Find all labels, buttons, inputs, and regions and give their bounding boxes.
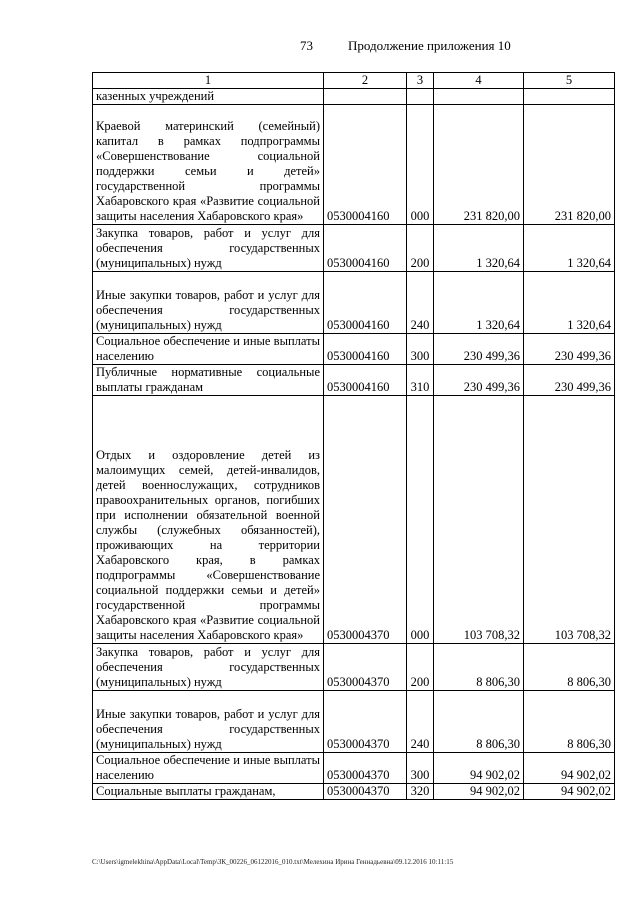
table-row (93, 105, 615, 225)
row-sum-cell: 1 320,64 (524, 225, 615, 272)
row-sum-cell: 94 902,02 (434, 784, 524, 800)
table-row (93, 225, 615, 272)
row-type-cell: 000 (407, 396, 434, 644)
row-type-cell: 310 (407, 365, 434, 396)
row-sum-cell: 8 806,30 (524, 691, 615, 753)
row-sum-cell: 103 708,32 (434, 396, 524, 644)
row-code-cell: 0530004370 (324, 691, 407, 753)
row-code-cell: 0530004160 (324, 334, 407, 365)
table-row (93, 784, 615, 800)
table-header-row (93, 73, 615, 89)
row-type-cell: 300 (407, 334, 434, 365)
table-row (93, 365, 615, 396)
row-name-cell: Социальное обеспечение и иные выплаты населению (93, 753, 324, 784)
footer-file-path: C:\Users\igmelekhina\AppData\Local\Temp\ЗК_00226_06122016_010.txt\Мелехина Ирина Геннадьевна\09.12.2016 10:11:15 (92, 858, 454, 866)
row-type-cell: 300 (407, 753, 434, 784)
row-code-cell: 0530004160 (324, 272, 407, 334)
row-code-cell: 0530004370 (324, 644, 407, 691)
row-code-cell (324, 89, 407, 105)
row-code-cell: 0530004370 (324, 784, 407, 800)
row-type-cell: 240 (407, 272, 434, 334)
row-sum-cell: 231 820,00 (434, 105, 524, 225)
row-sum-cell: 230 499,36 (524, 365, 615, 396)
column-header: 5 (524, 73, 615, 89)
row-name-cell: Закупка товаров, работ и услуг для обеспечения государственных (муниципальных) нужд (93, 225, 324, 272)
row-sum-cell (434, 89, 524, 105)
row-code-cell: 0530004160 (324, 225, 407, 272)
row-name-cell: Краевой материнский (семейный) капитал в рамках подпрограммы «Совершенствование социальной поддержки семьи и детей» государственной программы Хабаровского края «Развитие социальной защиты населения Хабаровского края» (93, 105, 324, 225)
page-number: 73 (300, 38, 313, 53)
table-row (93, 644, 615, 691)
column-header: 2 (324, 73, 407, 89)
row-name-cell: Публичные нормативные социальные выплаты гражданам (93, 365, 324, 396)
row-sum-cell: 94 902,02 (524, 753, 615, 784)
row-sum-cell: 231 820,00 (524, 105, 615, 225)
row-code-cell: 0530004160 (324, 105, 407, 225)
row-sum-cell (524, 89, 615, 105)
row-code-cell: 0530004160 (324, 365, 407, 396)
appendix-continuation: Продолжение приложения 10 (348, 38, 511, 53)
row-sum-cell: 230 499,36 (434, 334, 524, 365)
row-name-cell: Закупка товаров, работ и услуг для обеспечения государственных (муниципальных) нужд (93, 644, 324, 691)
row-name-cell: Социальное обеспечение и иные выплаты населению (93, 334, 324, 365)
row-sum-cell: 1 320,64 (434, 225, 524, 272)
row-type-cell: 240 (407, 691, 434, 753)
row-type-cell (407, 89, 434, 105)
row-type-cell: 200 (407, 644, 434, 691)
page-header (0, 38, 640, 56)
row-sum-cell: 8 806,30 (434, 644, 524, 691)
row-sum-cell: 94 902,02 (434, 753, 524, 784)
column-header: 1 (93, 73, 324, 89)
table-row (93, 272, 615, 334)
row-sum-cell: 8 806,30 (434, 691, 524, 753)
table-row (93, 89, 615, 105)
row-name-cell: Социальные выплаты гражданам, (93, 784, 324, 800)
budget-table (92, 72, 615, 800)
table-row (93, 396, 615, 644)
table-row (93, 691, 615, 753)
row-type-cell: 200 (407, 225, 434, 272)
row-type-cell: 320 (407, 784, 434, 800)
row-code-cell: 0530004370 (324, 396, 407, 644)
row-name-cell: казенных учреждений (93, 89, 324, 105)
row-code-cell: 0530004370 (324, 753, 407, 784)
row-name-cell: Иные закупки товаров, работ и услуг для обеспечения государственных (муниципальных) нужд (93, 691, 324, 753)
row-sum-cell: 1 320,64 (524, 272, 615, 334)
table-row (93, 334, 615, 365)
row-name-cell: Отдых и оздоровление детей из малоимущих семей, детей-инвалидов, детей военнослужащих, сотрудников правоохранительных органов, погибших при исполнении обязательной военной службы (служебных обязанностей), проживающих на территории Хабаровского края, в рамках подпрограммы «Совершенствование социальной поддержки семьи и детей» государственной программы Хабаровского края «Развитие социальной защиты населения Хабаровского края» (93, 396, 324, 644)
column-header: 3 (407, 73, 434, 89)
row-sum-cell: 94 902,02 (524, 784, 615, 800)
row-type-cell: 000 (407, 105, 434, 225)
row-sum-cell: 8 806,30 (524, 644, 615, 691)
column-header: 4 (434, 73, 524, 89)
table-row (93, 753, 615, 784)
row-sum-cell: 230 499,36 (524, 334, 615, 365)
row-sum-cell: 1 320,64 (434, 272, 524, 334)
row-sum-cell: 230 499,36 (434, 365, 524, 396)
row-sum-cell: 103 708,32 (524, 396, 615, 644)
row-name-cell: Иные закупки товаров, работ и услуг для обеспечения государственных (муниципальных) нужд (93, 272, 324, 334)
